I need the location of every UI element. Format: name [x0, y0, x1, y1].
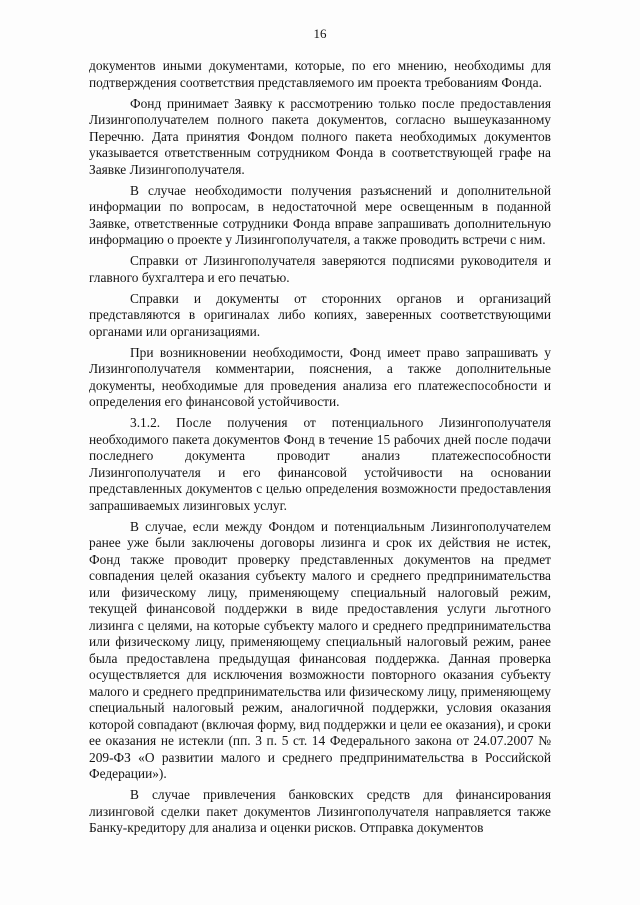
paragraph-previous-support-check: В случае, если между Фондом и потенциальным Лизингополучателем ранее уже были заключены договоры лизинга и срок их действия не истек, Фонд также проводит проверку представленных документов на предмет совпадения целей оказания субъекту малого и среднего предпринимательства или физическому лицу, применяющему специальный налоговый режим, текущей финансовой поддержки в виде предоставления услуги льготного лизинга с целями, на которые субъекту малого и среднего предпринимательства или физическому лицу, применяющему специальный налоговый режим, ранее была предоставлена предыдущая финансовая поддержка. Данная проверка осуществляется для исключения возможности повторного оказания субъекту малого и среднего предпринимательства или физическому лицу, применяющему специальный налоговый режим, аналогичной поддержки, условия оказания которой совпадают (включая форму, вид поддержки и цели ее оказания), и сроки ее оказания не истекли (пп. 3 п. 5 ст. 14 Федерального закона от 24.07.2007 № 209-ФЗ «О развитии малого и среднего предпринимательства в Российской Федерации»).: [89, 518, 551, 781]
paragraph-certificates-signatures: Справки от Лизингополучателя заверяются подписями руководителя и главного бухгалтера и его печатью.: [89, 253, 551, 285]
paragraph-bank-financing: В случае привлечения банковских средств для финансирования лизинговой сделки пакет документов Лизингополучателя направляется также Банку-кредитору для анализа и оценки рисков. Отправка документов: [89, 787, 551, 835]
paragraph-continued: документов иными документами, которые, по его мнению, необходимы для подтверждения соответствия представляемого им проекта требованиям Фонда.: [89, 58, 551, 90]
document-body: [89, 58, 551, 841]
paragraph-clarifications: В случае необходимости получения разъяснений и дополнительной информации по вопросам, в недостаточной мере освещенным в поданной Заявке, ответственные сотрудники Фонда вправе запрашивать дополнительную информацию о проекте у Лизингополучателя, а также проводить встречи с ним.: [89, 182, 551, 247]
paragraph-additional-requests: При возникновении необходимости, Фонд имеет право запрашивать у Лизингополучателя комментарии, пояснения, а также дополнительные документы, необходимые для проведения анализа его платежеспособности и определения его финансовой устойчивости.: [89, 344, 551, 409]
paragraph-application-acceptance: Фонд принимает Заявку к рассмотрению только после предоставления Лизингополучателем полного пакета документов, согласно вышеуказанному Перечню. Дата принятия Фондом полного пакета необходимых документов указывается ответственным сотрудником Фонда в соответствующей графе на Заявке Лизингополучателя.: [89, 95, 551, 177]
page-number: 16: [313, 26, 327, 41]
paragraph-section-3-1-2: 3.1.2. После получения от потенциального Лизингополучателя необходимого пакета документов Фонд в течение 15 рабочих дней после подачи последнего документа проводит анализ платежеспособности Лизингополучателя и его финансовой устойчивости на основании представленных документов с целью определения возможности предоставления запрашиваемых лизинговых услуг.: [89, 415, 551, 513]
paragraph-third-party-documents: Справки и документы от сторонних органов и организаций представляются в оригиналах либо копиях, заверенных соответствующими органами или организациями.: [89, 290, 551, 339]
